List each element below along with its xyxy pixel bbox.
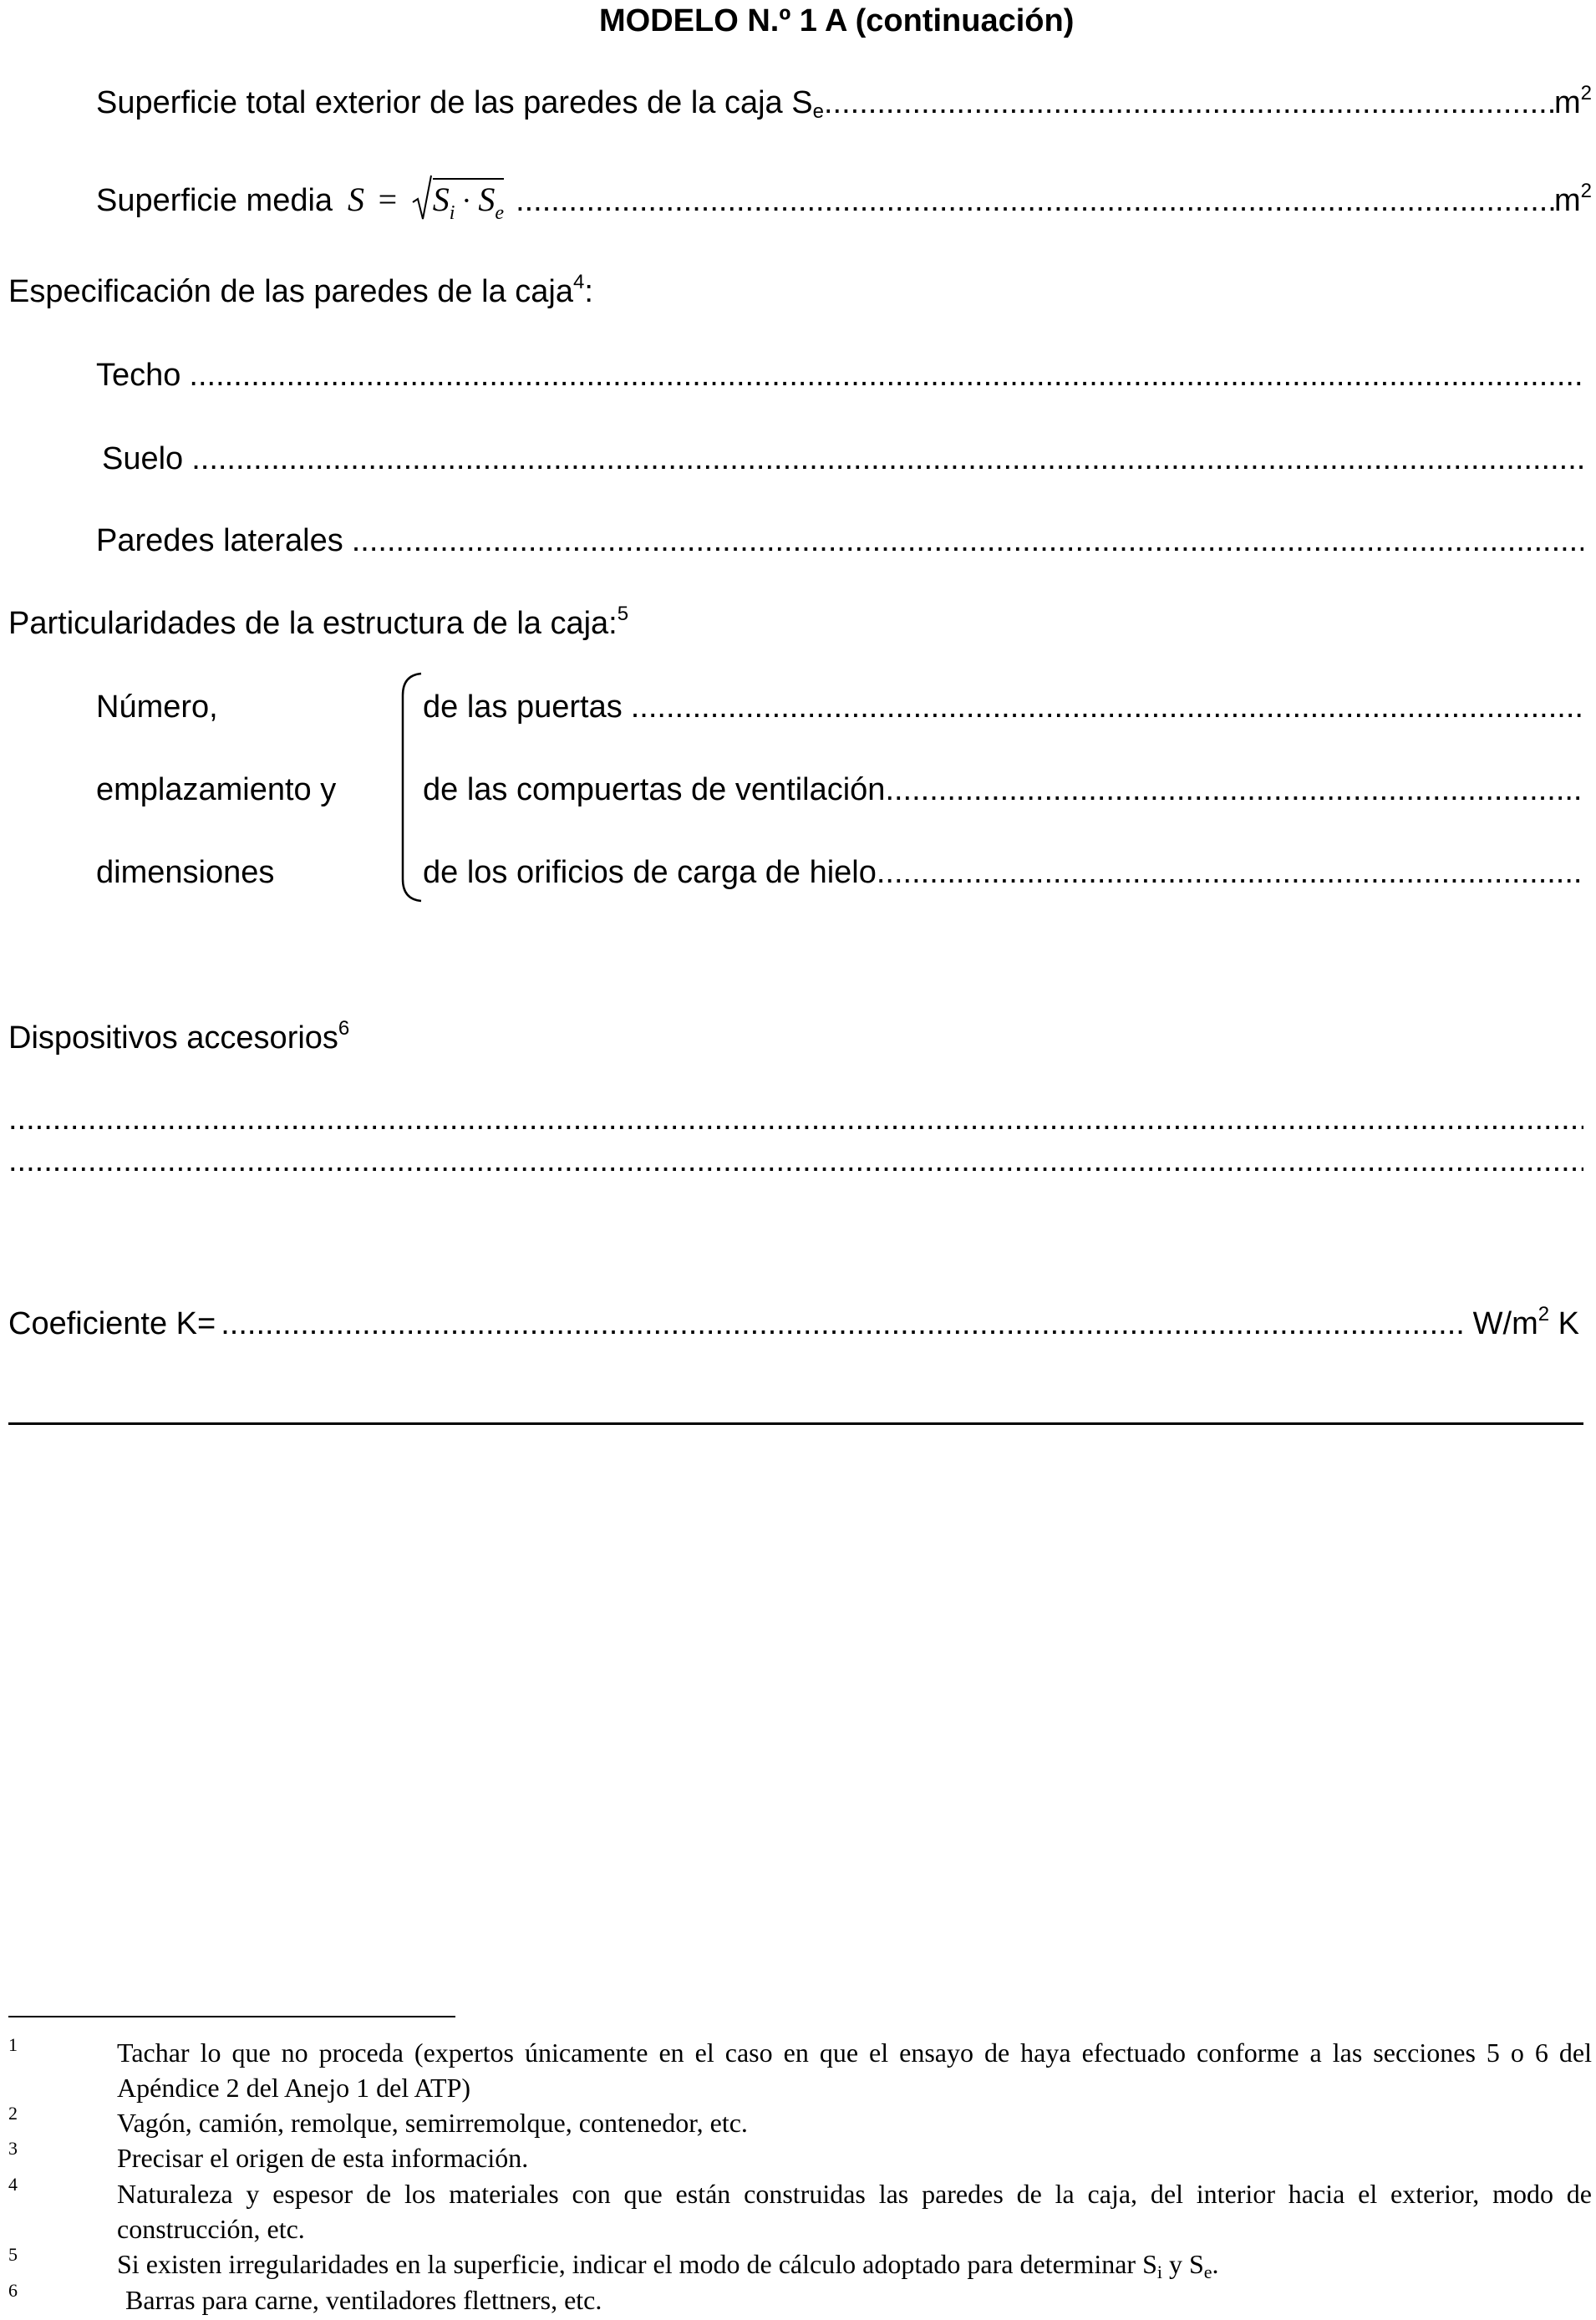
floor-field (102, 443, 1583, 475)
floor-label: Suelo (102, 441, 184, 476)
footnote-text: Tachar lo que no proceda (expertos únicamente en el caso en que el ensayo de haya efectuado conforme a las secciones 5 o 6 del Apéndice 2 del Anejo 1 del ATP) (117, 2038, 1592, 2103)
footnote-number: 1 (8, 2034, 18, 2055)
structure-left-label-3: dimensiones (96, 855, 275, 890)
left-brace-icon (393, 670, 426, 904)
footnote-text: Precisar el origen de esta información. (117, 2143, 529, 2173)
vents-field (423, 774, 1583, 806)
coefficient-unit: $W/m^2$ K (1472, 1303, 1579, 1341)
footnote-number: 2 (8, 2103, 18, 2124)
coefficient-field (8, 1303, 1579, 1341)
structure-heading: Particularidades de la estructura de la caja:$^5$ (8, 603, 629, 641)
doors-field (423, 691, 1583, 723)
dotted-leader (8, 1103, 1583, 1135)
surface-mean-unit: $m^2$ (1553, 180, 1592, 218)
page-title: MODELO N.º 1 A (continuación) (599, 3, 1075, 38)
footnote-number: 3 (8, 2138, 18, 2159)
ceiling-field (96, 359, 1583, 391)
surface-mean-field (96, 174, 1592, 222)
surface-exterior-unit: $m^2$ (1553, 82, 1592, 120)
doors-label: de las puertas (423, 689, 623, 725)
footnote-number: 4 (8, 2174, 18, 2195)
surface-exterior-field (96, 82, 1592, 123)
surface-mean-label: Superficie media (96, 183, 333, 218)
dotted-leader (885, 774, 1583, 806)
accessories-line-2 (8, 1145, 1583, 1177)
footnote-text: Barras para carne, ventiladores flettners, etc. (125, 2285, 602, 2315)
ice-openings-field (423, 857, 1583, 888)
dotted-leader (631, 691, 1583, 723)
footnote-text: Si existen irregularidades en la superficie, indicar el modo de cálculo adoptado para determinar $S_i$ y $S_e$. (117, 2249, 1219, 2282)
dotted-leader (8, 1145, 1583, 1177)
surface-exterior-label: Superficie total exterior de las paredes de la caja $S_e$ (96, 85, 824, 123)
ceiling-label: Techo (96, 358, 181, 393)
footnote-number: 5 (8, 2244, 18, 2265)
walls-spec-heading: Especificación de las paredes de la caja$^4$: (8, 271, 593, 309)
section-divider (8, 1422, 1583, 1425)
accessories-line-1 (8, 1103, 1583, 1135)
dotted-leader (516, 185, 1554, 216)
dotted-leader (877, 857, 1583, 888)
dotted-leader (352, 525, 1583, 557)
ice-openings-label: de los orificios de carga de hielo (423, 855, 877, 890)
footnote-text: Naturaleza y espesor de los materiales con que están construidas las paredes de la caja, del interior hacia el exterior, modo de construcción, etc. (117, 2179, 1592, 2244)
dotted-leader (191, 443, 1583, 475)
side-walls-field (96, 525, 1583, 557)
dotted-leader (189, 359, 1583, 391)
surface-mean-formula: $S = S_i \cdot S_e$ (348, 174, 504, 222)
side-walls-label: Paredes laterales (96, 523, 343, 558)
dotted-leader (824, 87, 1554, 119)
footnote-number: 6 (8, 2280, 18, 2301)
structure-left-label-1: Número, (96, 689, 218, 725)
coefficient-label: Coeficiente K= (8, 1306, 216, 1341)
footnote-text: Vagón, camión, remolque, semirremolque, contenedor, etc. (117, 2108, 748, 2138)
structure-left-label-2: emplazamiento y (96, 772, 337, 807)
accessories-heading: Dispositivos accesorios$^6$ (8, 1017, 350, 1056)
dotted-leader (221, 1308, 1464, 1340)
square-root-icon (411, 174, 433, 222)
footnote-separator (8, 2016, 455, 2017)
vents-label: de las compuertas de ventilación (423, 772, 886, 807)
